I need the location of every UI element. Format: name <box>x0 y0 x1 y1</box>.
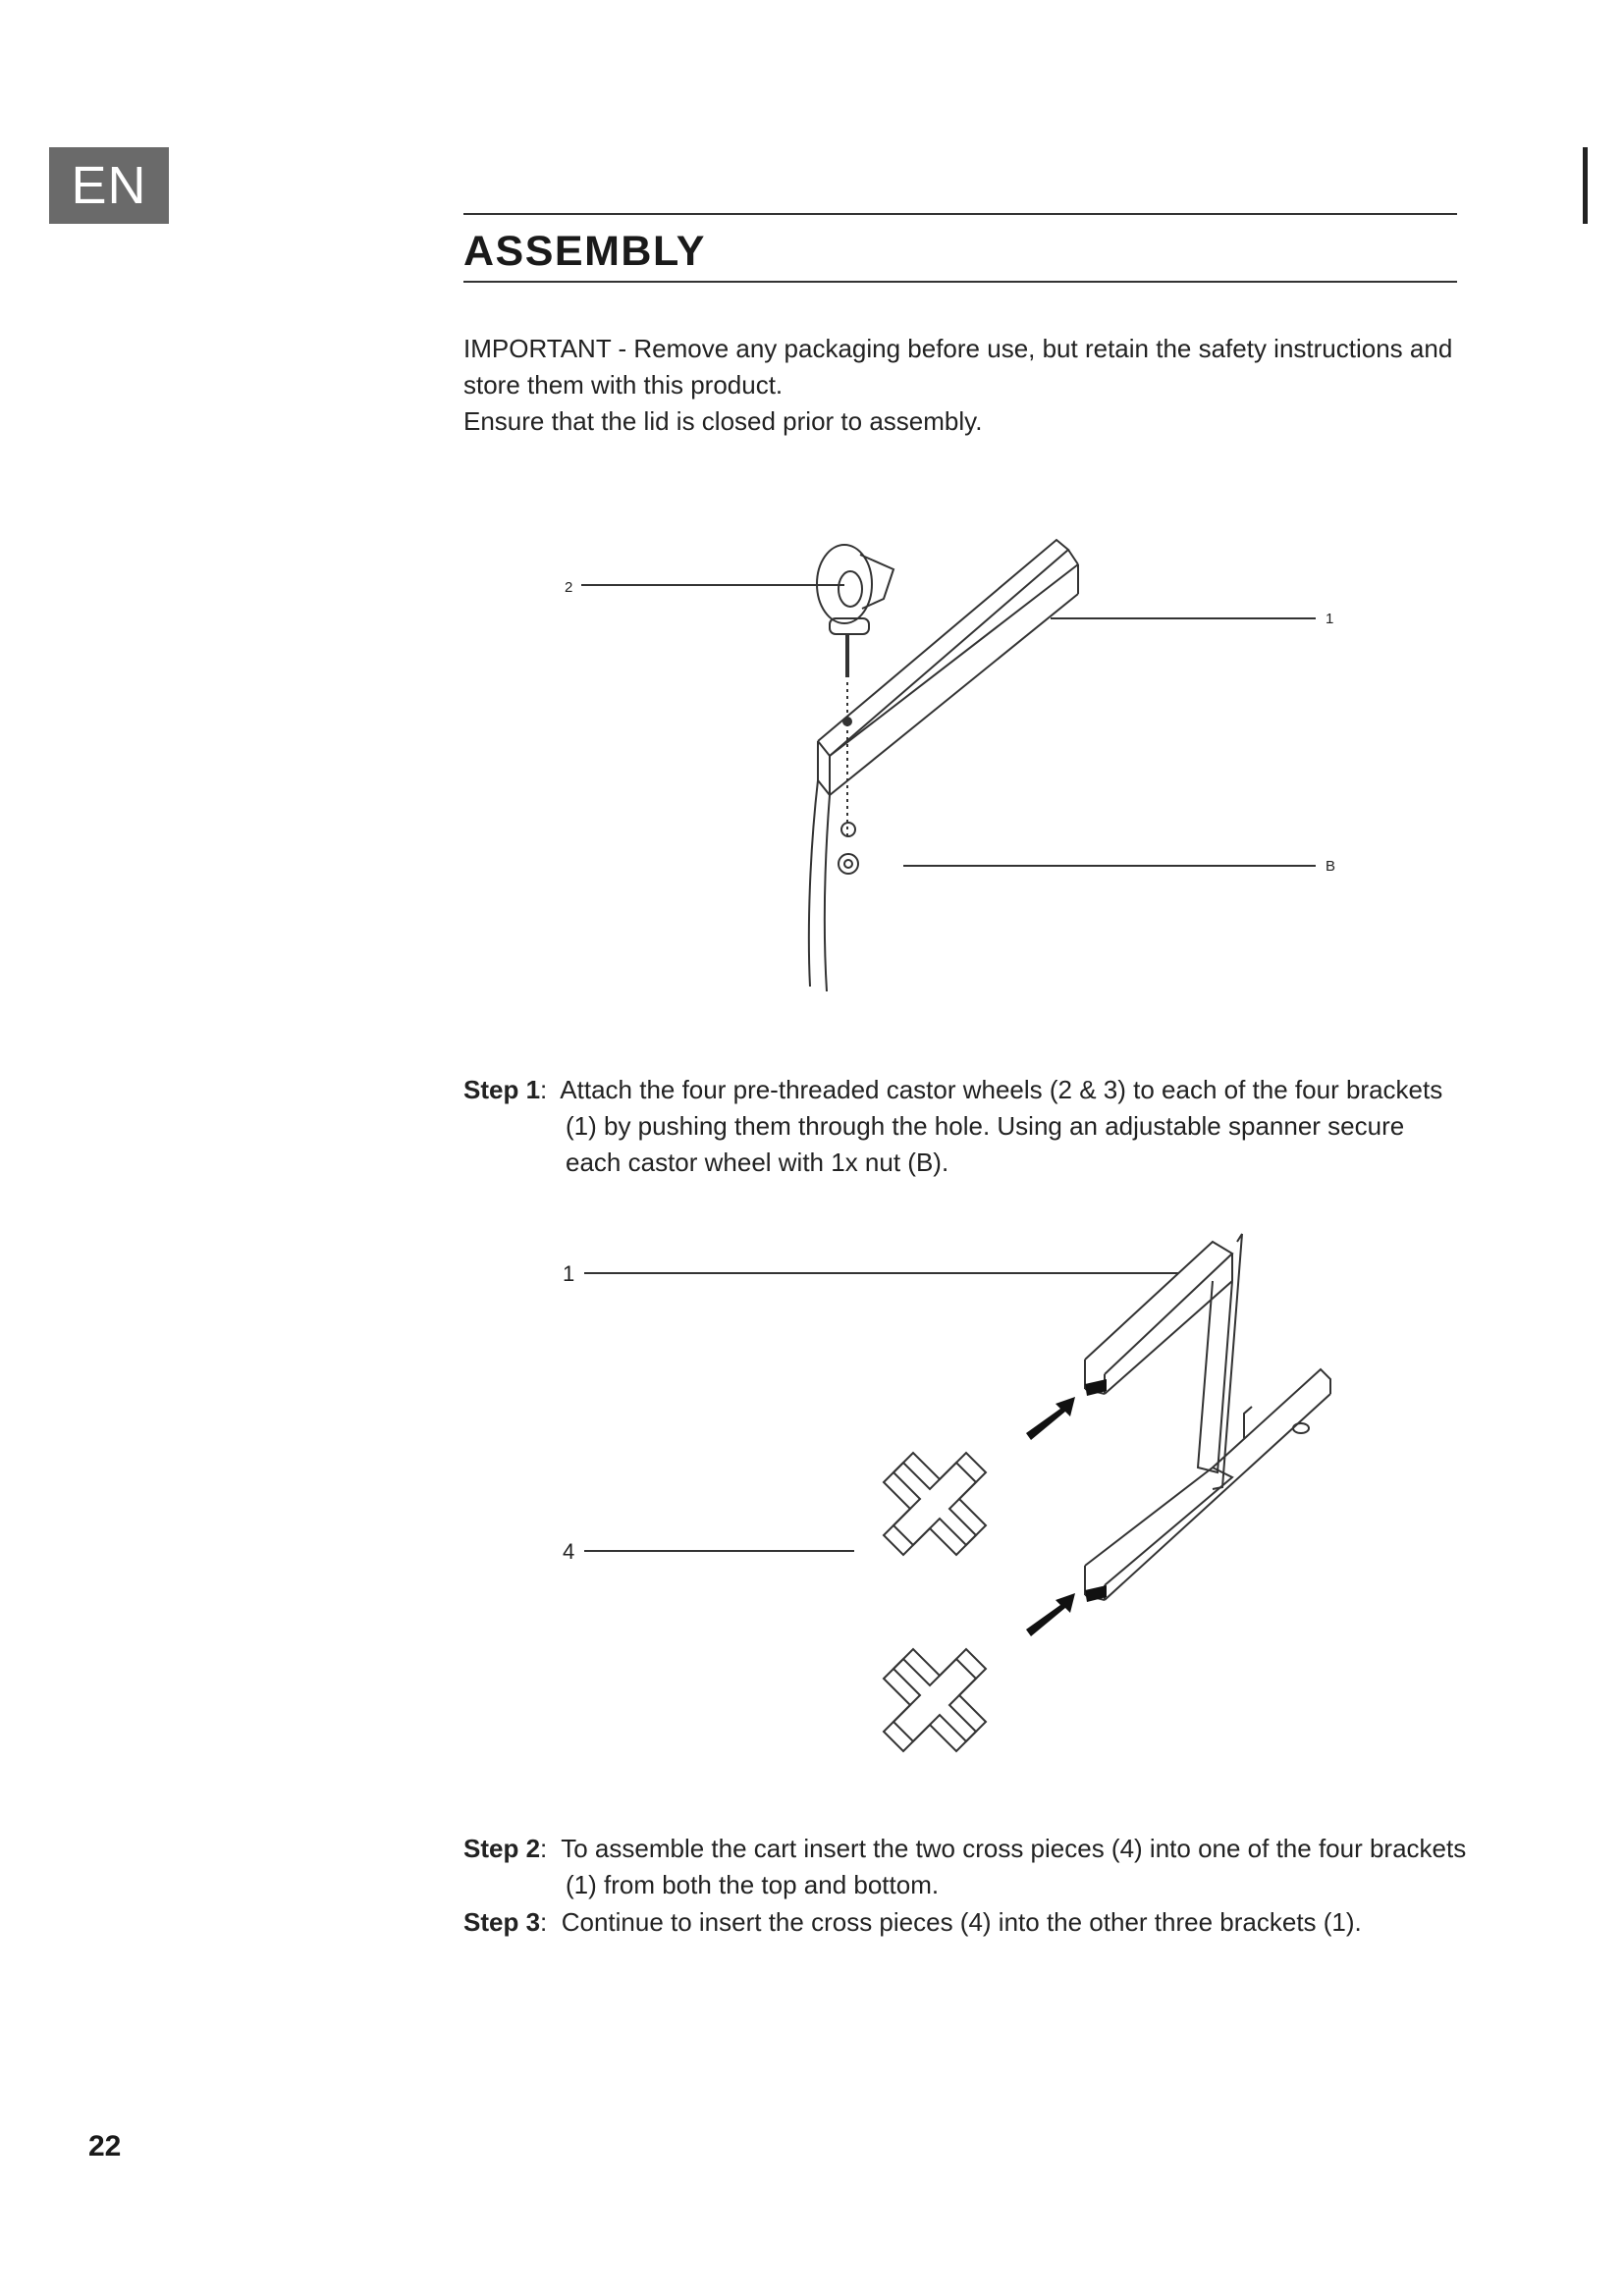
intro-line: IMPORTANT - Remove any packaging before use, but retain the safety instructions and <box>463 334 1453 363</box>
callout-label: 2 <box>565 579 573 596</box>
cross-piece <box>884 1453 986 1555</box>
nut-b <box>839 854 858 874</box>
intro-line: Ensure that the lid is closed prior to assembly. <box>463 406 983 436</box>
cross-piece-diagram <box>545 1202 1360 1791</box>
callout-label: 1 <box>1326 611 1334 627</box>
bracket-lower-arm <box>1085 1468 1232 1585</box>
step-label: Step 3 <box>463 1907 541 1937</box>
bracket-leg <box>809 780 818 987</box>
step-3: Step 3: Continue to insert the cross pieces (4) into the other three brackets (1). <box>463 1907 1362 1937</box>
step-text: each castor wheel with 1x nut (B). <box>566 1148 949 1177</box>
page-number: 22 <box>88 2130 122 2163</box>
intro-text <box>463 331 1475 440</box>
callout-label: 4 <box>563 1539 575 1564</box>
step-text: (1) by pushing them through the hole. Using an adjustable spanner secure <box>566 1111 1405 1141</box>
step-label: Step 2 <box>463 1834 541 1863</box>
callout-label: 1 <box>563 1261 575 1286</box>
insert-arrows <box>1026 1379 1107 1636</box>
language-tab: EN <box>49 147 169 224</box>
step-1: Step 1: Attach the four pre-threaded castor wheels (2 & 3) to each of the four brackets (1) by pushing them through the hole. Using an adjustable spanner secure each castor wheel with 1x nut (B). <box>463 1072 1475 1181</box>
cross-piece <box>884 1649 986 1751</box>
castor-wheel-diagram <box>550 515 1355 1006</box>
step-text: Attach the four pre-threaded castor wheels (2 & 3) to each of the four brackets <box>560 1075 1443 1104</box>
step-2: Step 2: To assemble the cart insert the two cross pieces (4) into one of the four brackets (1) from both the top and bottom. <box>463 1831 1475 1903</box>
callout-label: B <box>1326 858 1336 875</box>
title-rule-top <box>463 213 1457 215</box>
step-text: (1) from both the top and bottom. <box>566 1870 940 1899</box>
arrow-icon <box>1026 1397 1075 1440</box>
bracket-upright <box>1198 1281 1232 1472</box>
title-rule-bottom <box>463 281 1457 283</box>
section-title: ASSEMBLY <box>463 228 706 275</box>
step-label: Step 1 <box>463 1075 541 1104</box>
step-text: Continue to insert the cross pieces (4) into the other three brackets (1). <box>561 1907 1362 1937</box>
arrow-icon <box>1026 1593 1075 1636</box>
intro-line: store them with this product. <box>463 370 784 400</box>
page-edge-marker <box>1583 147 1588 224</box>
step-text: To assemble the cart insert the two cross pieces (4) into one of the four brackets <box>561 1834 1467 1863</box>
